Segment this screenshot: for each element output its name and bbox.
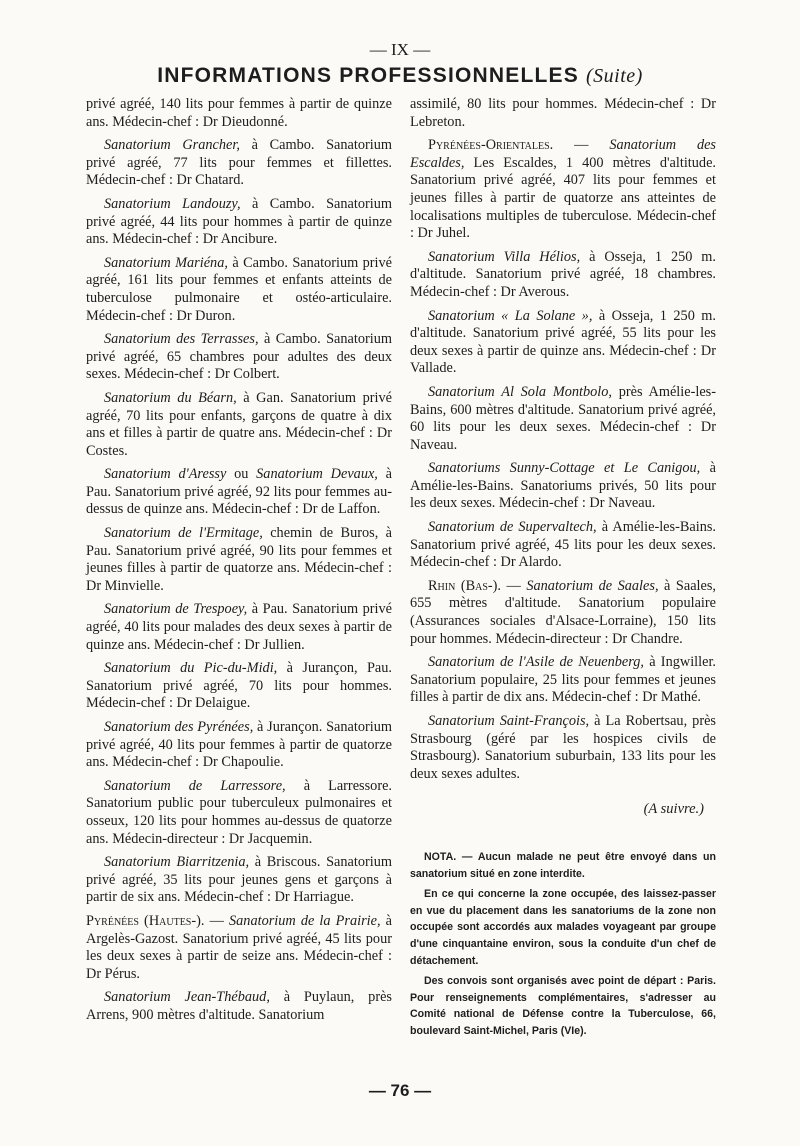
entry-name: Sanatorium « La Solane », xyxy=(428,307,593,324)
entry-text: à Pau. Sanatorium privé agréé, 40 lits pour malades des deux sexes à partir de quinze ans. Médecin-chef : Dr Jullien. xyxy=(86,601,393,653)
entry-name: Sanatorium de la Prairie, xyxy=(229,912,381,929)
entry-name: Sanatorium de Supervaltech, xyxy=(428,519,597,536)
entry-pic-du-midi xyxy=(86,660,392,713)
entry-name: Sanatorium du Béarn, xyxy=(104,389,237,406)
entry-text: à Larressore. Sanatorium public pour tuberculeux pulmonaires et osseux, 120 lits pour hommes au-dessus de quatorze ans. Médecin-directeur : Dr Jacquemin. xyxy=(86,777,392,847)
entry-text: à Argelès-Gazost. Sanatorium privé agréé, 45 lits pour les deux sexes à partir de seize ans. Médecin-chef : Dr Pérus. xyxy=(86,912,393,982)
entry-escaldes xyxy=(410,137,716,243)
entry-text: à Cambo. Sanatorium privé agréé, 44 lits pour hommes à partir de quinze ans. Médecin-chef : Dr Ancibure. xyxy=(86,195,393,248)
entry-terrasses xyxy=(86,331,392,384)
entry-name: Sanatorium Al Sola Montbolo, xyxy=(428,383,612,400)
nota-box xyxy=(410,849,716,1040)
entry-name: Sanatorium de l'Asile de Neuenberg, xyxy=(428,654,645,671)
entry-text: à Saales, 655 mètres d'altitude. Sanatorium populaire (Assurances sociales d'Alsace-Lorraine), 150 lits pour hommes. Médecin-directeur : Dr Chandre. xyxy=(410,577,716,647)
entry-al-sola xyxy=(410,384,716,454)
nota-paragraph: Des convois sont organisés avec point de départ : Paris. Pour renseignements complémentaires, s'adresser au Comité national de Défense contre la Tuberculose, 66, boulevard Saint-Michel, Paris (VIe). xyxy=(410,975,716,1037)
entry-name: Sanatorium Villa Hélios, xyxy=(428,248,581,265)
entry-saint-francois xyxy=(410,713,716,783)
entry-supervaltech xyxy=(410,519,716,572)
entry-text: à Cambo. Sanatorium privé agréé, 161 lits pour femmes et enfants atteints de tuberculose pulmonaire et ostéo-articulaire. Médecin-chef : Dr Duron. xyxy=(86,254,393,324)
right-column xyxy=(410,96,716,1044)
a-suivre: (A suivre.) xyxy=(643,801,704,818)
dash: — xyxy=(204,912,229,929)
entry-name: Sanatorium des Pyrénées, xyxy=(104,719,254,735)
entry-text: à Jurançon, Pau. Sanatorium privé agréé, 70 lits pour hommes. Médecin-chef : Dr Delaigue. xyxy=(86,660,392,712)
entry-biarritzenia xyxy=(86,854,392,907)
entry-ermitage xyxy=(86,525,392,595)
entry-text: à Osseja, 1 250 m. d'altitude. Sanatorium privé agréé, 55 lits pour les deux sexes à partir de quinze ans. Médecin-chef : Dr Vallade. xyxy=(410,307,717,377)
entry-trespoey xyxy=(86,601,392,654)
entry-name: Sanatorium du Pic-du-Midi, xyxy=(104,660,278,677)
left-column xyxy=(86,96,392,1031)
entry-text: chemin de Buros, à Pau. Sanatorium privé agréé, 90 lits pour femmes et jeunes filles à partir de quatorze ans. Médecin-chef : Dr Minvielle. xyxy=(86,525,393,594)
entry-pyrenees xyxy=(86,719,392,772)
entry-name: Sanatoriums Sunny-Cottage et Le Canigou, xyxy=(428,460,701,477)
entry-text: à Jurançon. Sanatorium privé agréé, 40 lits pour femmes à partir de quatorze ans. Médecin-chef : Dr Chapoulie. xyxy=(86,719,392,771)
entry-la-solane xyxy=(410,308,716,378)
entry-prairie xyxy=(86,913,392,983)
dash: — xyxy=(501,577,527,594)
entry-bearn xyxy=(86,390,392,460)
entry-name: Sanatorium Jean-Thébaud, xyxy=(104,989,270,1006)
running-head-roman: — IX — xyxy=(369,40,431,59)
entry-name: Sanatorium Mariéna, xyxy=(104,254,228,271)
entry-text: à Amélie-les-Bains. Sanatorium privé agréé, 45 lits pour les deux sexes. Médecin-chef : Dr Alardo. xyxy=(410,519,716,571)
entry-text: Les Escaldes, 1 400 mètres d'altitude. Sanatorium privé agréé, 407 lits pour femmes et jeunes filles à partir de quatorze ans atteintes de localisations multiples de tuberculose. Médecin-chef : Dr Juhel. xyxy=(410,154,716,242)
paragraph: assimilé, 80 lits pour hommes. Médecin-chef : Dr Lebreton. xyxy=(410,96,716,130)
entry-name: Sanatorium des Terrasses, xyxy=(104,331,259,348)
region-heading: Rhin (Bas-). xyxy=(428,577,502,594)
entry-text: près Amélie-les-Bains, 600 mètres d'altitude. Sanatorium privé agréé, 60 lits pour les deux sexes. Médecin-chef : Dr Naveau. xyxy=(410,383,717,453)
entry-name: Sanatorium de Trespoey, xyxy=(104,601,248,618)
entry-text: à Briscous. Sanatorium privé agréé, 35 lits pour jeunes gens et garçons à partir de six ans. Médecin-chef : Dr Harriague. xyxy=(86,854,392,906)
entry-aressy xyxy=(86,466,392,519)
entry-text: à La Robertsau, près Strasbourg (géré par les hospices civils de Strasbourg). Sanatorium suburbain, 133 lits pour les deux sexes adultes. xyxy=(410,713,716,782)
entry-text: à Cambo. Sanatorium privé agréé, 65 chambres pour adultes des deux sexes. Médecin-chef : Dr Colbert. xyxy=(86,331,392,383)
entry-jean-thebaud xyxy=(86,989,392,1024)
entry-name: Sanatorium Grancher, xyxy=(104,137,240,154)
entry-name: Sanatorium de l'Ermitage, xyxy=(104,525,263,542)
entry-mariena xyxy=(86,255,392,325)
entry-neuenberg xyxy=(410,654,716,707)
entry-text: à Gan. Sanatorium privé agréé, 70 lits pour enfants, garçons de quatre à dix ans et filles à partir de quatre ans. Médecin-chef : Dr Costes. xyxy=(86,389,393,459)
entry-saales xyxy=(410,578,716,648)
page-number: — 76 — xyxy=(368,1081,432,1100)
nota-paragraph: NOTA. — Aucun malade ne peut être envoyé dans un sanatorium situé en zone interdite. xyxy=(410,850,716,880)
entry-connector: ou xyxy=(226,466,257,483)
dash: — xyxy=(553,137,610,154)
entry-text: à Pau. Sanatorium privé agréé, 92 lits pour femmes au-dessus de quinze ans. Médecin-chef : Dr de Laffon. xyxy=(86,466,393,518)
page-title xyxy=(0,64,800,88)
entry-landouzy xyxy=(86,196,392,249)
entry-text: à Osseja, 1 250 m. d'altitude. Sanatorium privé agréé, 18 chambres. Médecin-chef : Dr Averous. xyxy=(410,248,716,300)
entry-name: Sanatorium Biarritzenia, xyxy=(104,854,250,871)
paragraph: privé agréé, 140 lits pour femmes à partir de quinze ans. Médecin-chef : Dr Dieudonné. xyxy=(86,96,392,130)
entry-name: Sanatorium Saint-François, xyxy=(428,713,590,729)
region-heading: Pyrénées-Orientales. xyxy=(428,137,554,154)
entry-text: à Puylaun, près Arrens, 900 mètres d'altitude. Sanatorium xyxy=(86,989,392,1023)
entry-text: à Ingwiller. Sanatorium populaire, 25 lits pour femmes et jeunes filles à partir de dix ans. Médecin-chef : Dr Mathé. xyxy=(410,654,717,706)
entry-grancher xyxy=(86,137,392,190)
entry-name: Sanatorium de Saales, xyxy=(526,577,659,594)
entry-name: Sanatorium de Larressore, xyxy=(104,777,286,794)
title-text: INFORMATIONS PROFESSIONNELLES xyxy=(157,64,579,87)
entry-text: à Amélie-les-Bains. Sanatoriums privés, 50 lits pour les deux sexes. Médecin-chef : Dr Naveau. xyxy=(410,460,717,512)
entry-villa-helios xyxy=(410,249,716,302)
entry-name: Sanatorium des Escaldes, xyxy=(410,137,716,171)
entry-name-alt: Sanatorium Devaux, xyxy=(256,466,378,483)
entry-larressore xyxy=(86,778,392,848)
nota-paragraph: En ce qui concerne la zone occupée, des laissez-passer en vue du placement dans les sanatoriums de la zone non occupée sont accordés aux malades voyageant par groupe d'une cinquantaine environ, sous la conduite d'un chef de détachement. xyxy=(410,888,716,967)
region-heading: Pyrénées (Hautes-). xyxy=(86,912,205,929)
entry-name: Sanatorium d'Aressy xyxy=(104,466,227,483)
entry-name: Sanatorium Landouzy, xyxy=(104,195,241,212)
entry-text: à Cambo. Sanatorium privé agréé, 77 lits pour femmes et fillettes. Médecin-chef : Dr Chatard. xyxy=(86,137,392,189)
title-suite: (Suite) xyxy=(586,65,643,87)
entry-sunny-cottage xyxy=(410,460,716,513)
